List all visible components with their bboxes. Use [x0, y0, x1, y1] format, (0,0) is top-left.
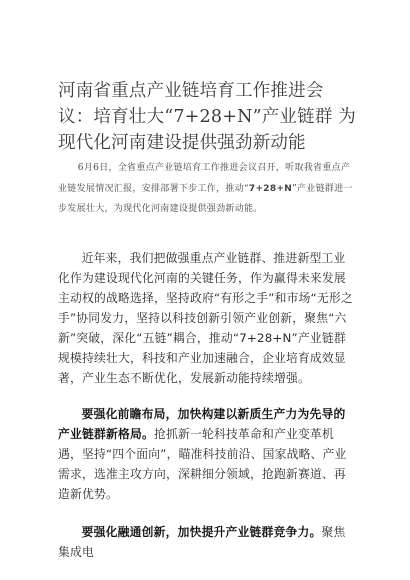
body-paragraph-1 [58, 248, 356, 388]
lead-text-end: ”产业链群进一步发展壮大，为现代化河南建设提供强劲新动能。 [58, 183, 353, 214]
body-paragraph-3 [58, 522, 356, 562]
article-title: 河南省重点产业链培育工作推进会议：培育壮大“7+28+N”产业链群 为现代化河南建设提供强劲新动能 [58, 81, 356, 153]
lead-paragraph [58, 158, 354, 220]
lead-text-start: 6月6日，全省重点产业链培育工作推进会议召开，听取我省重点产业链发展情况汇报，安排部署下步工作，推动“ [58, 163, 351, 194]
lead-chain-tag: 7+28+N [248, 183, 293, 194]
body-paragraph-3-heading: 要强化融通创新，加快提升产业链群竞争力。 [81, 525, 322, 539]
body-paragraph-3-text: 聚焦集成电 [58, 525, 346, 559]
body-paragraph-2 [58, 404, 356, 504]
body-paragraph-1-text: 近年来，我们把做强重点产业链群、推进新型工业化作为建设现代化河南的关键任务，作为赢得未来发展主动权的战略选择，坚持政府“有形之手”和市场“无形之手”协同发力，坚持以科技创新引领产业创新，聚焦“六新”突破，深化“五链”耦合，推动“7+28+N”产业链群规模持续壮大，科技和产业加速融合，企业培育成效显著，产业生态不断优化，发展新动能持续增强。 [58, 251, 353, 385]
body-paragraph-2-heading: 要强化前瞻布局，加快构建以新质生产力为先导的产业链群新格局。 [58, 407, 346, 441]
body-paragraph-2-text: 抢抓新一轮科技革命和产业变革机遇，坚持“四个面向”，瞄准科技前沿、国家战略、产业需求，选准主攻方向，深耕细分领域，抢跑新赛道、再造新优势。 [58, 427, 347, 501]
